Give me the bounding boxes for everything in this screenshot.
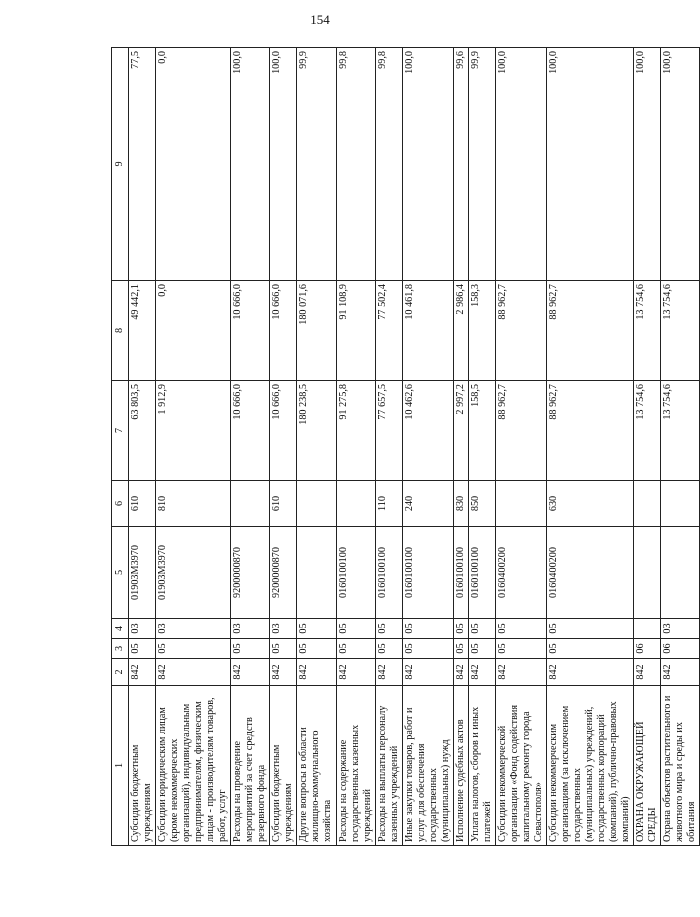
row-value-cell: 0160400200 <box>495 527 546 619</box>
header-cell: 2 <box>112 659 129 686</box>
table-row <box>156 48 231 846</box>
row-name-cell: Исполнение судебных актов <box>453 686 468 846</box>
table-row <box>231 48 270 846</box>
row-name-cell: Субсидии некоммерческим организациям (за исключением государственных (муниципальных) учреждений, государственных корпораций (компаний), публично-правовых компаний) <box>547 686 634 846</box>
row-value-cell: 0160400200 <box>547 527 634 619</box>
row-name-cell: Уплата налогов, сборов и иных платежей <box>468 686 495 846</box>
table-row <box>402 48 453 846</box>
row-value-cell: 05 <box>547 639 634 659</box>
row-value-cell <box>634 619 661 639</box>
row-value-cell: 49 442,1 <box>129 281 156 381</box>
row-value-cell: 842 <box>468 659 495 686</box>
row-value-cell: 05 <box>375 639 402 659</box>
row-name-cell: Субсидии юридическим лицам (кроме некоммерческих организаций), индивидуальным предпринимателям, физическим лицам - производителям товаров, работ, услуг <box>156 686 231 846</box>
row-value-cell <box>297 527 336 619</box>
row-value-cell <box>634 527 661 619</box>
row-name-cell: Субсидии некоммерческой организации «Фонд содействия капитальному ремонту города Севастополя» <box>495 686 546 846</box>
row-value-cell: 842 <box>270 659 297 686</box>
row-value-cell: 99,9 <box>468 48 495 281</box>
row-value-cell: 830 <box>453 481 468 527</box>
row-value-cell: 05 <box>402 639 453 659</box>
row-value-cell: 05 <box>297 639 336 659</box>
header-cell: 4 <box>112 619 129 639</box>
row-value-cell <box>661 481 700 527</box>
row-value-cell: 05 <box>453 639 468 659</box>
row-value-cell: 05 <box>468 639 495 659</box>
row-value-cell: 842 <box>495 659 546 686</box>
row-value-cell: 88 962,7 <box>495 381 546 481</box>
row-value-cell: 88 962,7 <box>547 281 634 381</box>
table-row <box>495 48 546 846</box>
row-value-cell: 1 912,9 <box>156 381 231 481</box>
row-value-cell: 0160100100 <box>468 527 495 619</box>
row-value-cell: 99,9 <box>297 48 336 281</box>
row-value-cell: 05 <box>375 619 402 639</box>
row-value-cell: 630 <box>547 481 634 527</box>
row-name-cell: ОХРАНА ОКРУЖАЮЩЕЙ СРЕДЫ <box>634 686 661 846</box>
row-value-cell: 77,5 <box>129 48 156 281</box>
header-row <box>112 48 129 846</box>
row-value-cell: 05 <box>336 639 375 659</box>
row-value-cell: 100,0 <box>402 48 453 281</box>
row-value-cell: 05 <box>495 619 546 639</box>
row-value-cell: 10 461,8 <box>402 281 453 381</box>
row-value-cell: 03 <box>231 619 270 639</box>
row-name-cell: Охрана объектов растительного и животного мира и среды их обитания <box>661 686 700 846</box>
row-value-cell: 10 666,0 <box>231 381 270 481</box>
row-value-cell: 240 <box>402 481 453 527</box>
row-value-cell: 99,8 <box>336 48 375 281</box>
page-number: 154 <box>310 12 330 27</box>
table-row <box>547 48 634 846</box>
row-value-cell: 0,0 <box>156 281 231 381</box>
row-value-cell: 100,0 <box>495 48 546 281</box>
row-value-cell: 842 <box>129 659 156 686</box>
row-value-cell: 110 <box>375 481 402 527</box>
row-value-cell: 0160100100 <box>336 527 375 619</box>
row-value-cell: 05 <box>297 619 336 639</box>
header-cell: 1 <box>112 686 129 846</box>
row-value-cell <box>661 527 700 619</box>
row-value-cell: 06 <box>661 639 700 659</box>
row-value-cell: 99,6 <box>453 48 468 281</box>
row-value-cell: 100,0 <box>231 48 270 281</box>
table-row <box>375 48 402 846</box>
row-value-cell: 842 <box>634 659 661 686</box>
row-value-cell: 180 238,5 <box>297 381 336 481</box>
row-value-cell: 0160100100 <box>453 527 468 619</box>
row-value-cell <box>336 481 375 527</box>
row-value-cell: 2 997,2 <box>453 381 468 481</box>
row-value-cell: 0160100100 <box>402 527 453 619</box>
row-value-cell: 91 275,8 <box>336 381 375 481</box>
row-value-cell: 77 657,5 <box>375 381 402 481</box>
row-value-cell: 13 754,6 <box>634 281 661 381</box>
row-value-cell: 610 <box>270 481 297 527</box>
row-value-cell: 842 <box>297 659 336 686</box>
row-value-cell: 01903М3970 <box>156 527 231 619</box>
row-value-cell: 10 462,6 <box>402 381 453 481</box>
row-value-cell: 01903М3970 <box>129 527 156 619</box>
row-value-cell: 05 <box>547 619 634 639</box>
row-value-cell: 0160100100 <box>375 527 402 619</box>
row-value-cell: 100,0 <box>270 48 297 281</box>
row-value-cell: 842 <box>661 659 700 686</box>
row-value-cell: 9200000870 <box>270 527 297 619</box>
row-value-cell <box>297 481 336 527</box>
row-value-cell: 13 754,6 <box>634 381 661 481</box>
header-cell: 3 <box>112 639 129 659</box>
table-row <box>129 48 156 846</box>
row-value-cell: 05 <box>270 639 297 659</box>
row-value-cell: 05 <box>231 639 270 659</box>
row-value-cell: 842 <box>453 659 468 686</box>
row-value-cell: 10 666,0 <box>270 381 297 481</box>
row-value-cell: 100,0 <box>547 48 634 281</box>
row-name-cell: Расходы на проведение мероприятий за счет средств резервного фонда <box>231 686 270 846</box>
row-name-cell: Расходы на выплаты персоналу казенных учреждений <box>375 686 402 846</box>
row-value-cell: 180 071,6 <box>297 281 336 381</box>
row-value-cell: 03 <box>156 619 231 639</box>
row-value-cell: 05 <box>495 639 546 659</box>
row-value-cell <box>634 481 661 527</box>
row-value-cell: 03 <box>270 619 297 639</box>
row-value-cell: 610 <box>129 481 156 527</box>
rotated-table-container <box>111 48 698 846</box>
row-value-cell: 63 803,5 <box>129 381 156 481</box>
row-value-cell: 850 <box>468 481 495 527</box>
header-cell: 9 <box>112 48 129 281</box>
header-cell: 7 <box>112 381 129 481</box>
row-value-cell <box>231 481 270 527</box>
row-value-cell: 842 <box>547 659 634 686</box>
row-value-cell: 05 <box>468 619 495 639</box>
row-value-cell: 158,5 <box>468 381 495 481</box>
table-body <box>112 48 700 846</box>
row-value-cell: 88 962,7 <box>547 381 634 481</box>
row-value-cell: 842 <box>402 659 453 686</box>
row-value-cell: 13 754,6 <box>661 281 700 381</box>
budget-table <box>111 47 700 846</box>
row-value-cell: 13 754,6 <box>661 381 700 481</box>
row-value-cell: 77 502,4 <box>375 281 402 381</box>
row-value-cell: 100,0 <box>661 48 700 281</box>
table-row <box>453 48 468 846</box>
row-value-cell: 100,0 <box>634 48 661 281</box>
header-cell: 8 <box>112 281 129 381</box>
row-name-cell: Субсидии бюджетным учреждениям <box>129 686 156 846</box>
table-row <box>468 48 495 846</box>
row-value-cell: 05 <box>129 639 156 659</box>
header-cell: 6 <box>112 481 129 527</box>
row-name-cell: Другие вопросы в области жилищно-коммунального хозяйства <box>297 686 336 846</box>
row-value-cell: 99,8 <box>375 48 402 281</box>
row-value-cell: 10 666,0 <box>231 281 270 381</box>
row-value-cell: 05 <box>402 619 453 639</box>
rotated-table-area <box>111 48 698 846</box>
row-name-cell: Расходы на содержание государственных казенных учреждений <box>336 686 375 846</box>
table-row <box>297 48 336 846</box>
header-cell: 5 <box>112 527 129 619</box>
row-value-cell: 842 <box>231 659 270 686</box>
row-value-cell: 91 108,9 <box>336 281 375 381</box>
row-value-cell: 2 986,4 <box>453 281 468 381</box>
table-row <box>634 48 661 846</box>
table-row <box>336 48 375 846</box>
row-value-cell: 05 <box>156 639 231 659</box>
row-value-cell: 842 <box>156 659 231 686</box>
row-value-cell: 810 <box>156 481 231 527</box>
row-value-cell: 0,0 <box>156 48 231 281</box>
row-value-cell: 06 <box>634 639 661 659</box>
table-row <box>661 48 700 846</box>
row-name-cell: Субсидии бюджетным учреждениям <box>270 686 297 846</box>
row-value-cell: 10 666,0 <box>270 281 297 381</box>
row-value-cell: 05 <box>453 619 468 639</box>
row-value-cell: 03 <box>129 619 156 639</box>
row-value-cell: 88 962,7 <box>495 281 546 381</box>
row-value-cell: 9200000870 <box>231 527 270 619</box>
row-name-cell: Иные закупки товаров, работ и услуг для обеспечения государственных (муниципальных) нужд <box>402 686 453 846</box>
row-value-cell: 842 <box>336 659 375 686</box>
row-value-cell: 158,3 <box>468 281 495 381</box>
row-value-cell: 842 <box>375 659 402 686</box>
row-value-cell <box>495 481 546 527</box>
table-row <box>270 48 297 846</box>
row-value-cell: 03 <box>661 619 700 639</box>
row-value-cell: 05 <box>336 619 375 639</box>
